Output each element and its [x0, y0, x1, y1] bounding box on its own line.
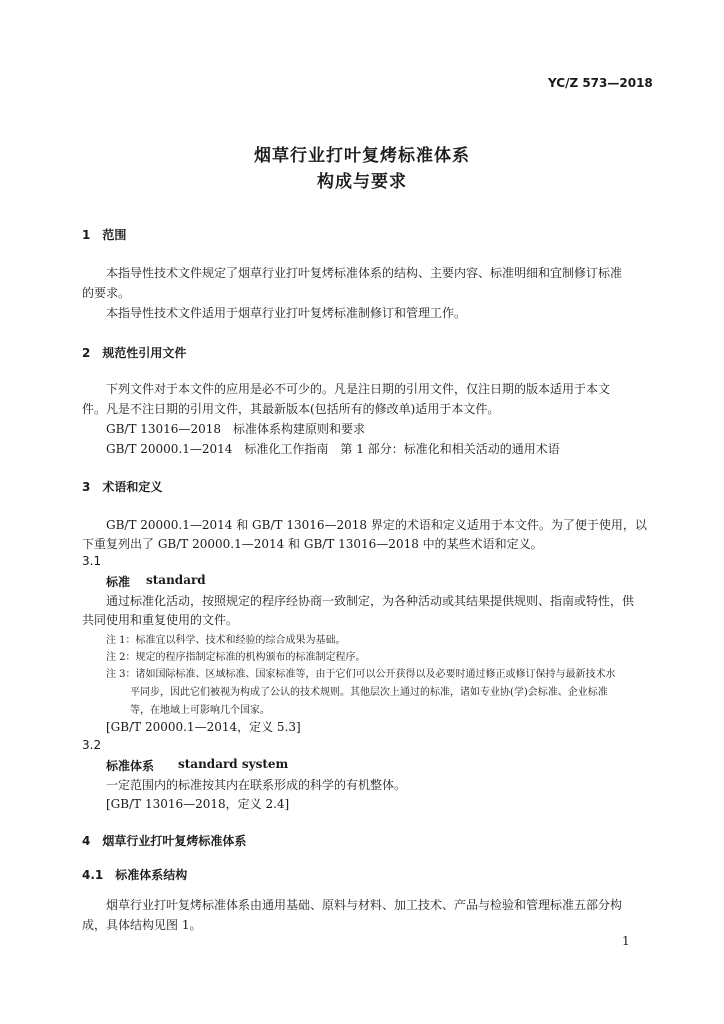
section-1-para-2: 本指导性技术文件适用于烟草行业打叶复烤标准制修订和管理工作。	[106, 306, 467, 320]
note-2: 注 2：规定的程序指制定标准的机构颁布的标准制定程序。	[106, 652, 366, 663]
section-2-heading: 2 规范性引用文件	[82, 346, 187, 360]
term-3-2-source: [GB/T 13016—2018，定义 2.4]	[106, 797, 290, 811]
term-3-2-number: 3.2	[82, 738, 102, 752]
term-3-2-chinese: 标准体系	[106, 759, 155, 773]
section-2-para-line-1: 下列文件对于本文件的应用是必不可少的。凡是注日期的引用文件，仅注日期的版本适用于本文	[106, 382, 611, 396]
term-3-1-source: [GB/T 20000.1—2014，定义 5.3]	[106, 720, 301, 734]
section-1-heading: 1 范围	[82, 228, 127, 242]
note-3-line-3: 等，在地域上可影响几个国家。	[130, 705, 270, 716]
section-3-para-line-1: GB/T 20000.1—2014 和 GB/T 13016—2018 界定的术语和定义适用于本文件。为了便于使用，以	[106, 518, 647, 532]
title-line-1: 烟草行业打叶复烤标准体系	[254, 146, 470, 166]
term-3-1-definition-line-2: 共同使用和重复使用的文件。	[82, 613, 239, 627]
section-1-para-1-line-1: 本指导性技术文件规定了烟草行业打叶复烤标准体系的结构、主要内容、标准明细和宜制修订标准	[106, 266, 623, 280]
title-line-2: 构成与要求	[317, 172, 407, 192]
term-3-1-definition-line-1: 通过标准化活动，按照规定的程序经协商一致制定，为各种活动或其结果提供规则、指南或特性，供	[106, 594, 635, 608]
reference-1: GB/T 13016—2018 标准体系构建原则和要求	[106, 422, 365, 436]
page-number: 1	[622, 934, 630, 948]
term-3-1-number: 3.1	[82, 554, 102, 568]
reference-2: GB/T 20000.1—2014 标准化工作指南 第 1 部分：标准化和相关活动的通用术语	[106, 442, 560, 456]
note-1: 注 1：标准宜以科学、技术和经验的综合成果为基础。	[106, 635, 346, 646]
section-3-para-line-2: 下重复列出了 GB/T 20000.1—2014 和 GB/T 13016—2018 中的某些术语和定义。	[82, 537, 543, 551]
section-4-1-heading: 4.1 标准体系结构	[82, 868, 188, 882]
section-4-1-para-line-1: 烟草行业打叶复烤标准体系由通用基础、原料与材料、加工技术、产品与检验和管理标准五部分构	[106, 898, 623, 912]
term-3-2-english: standard system	[178, 757, 289, 771]
term-3-1-english: standard	[146, 573, 206, 587]
doc-number: YC/Z 573—2018	[548, 76, 653, 90]
note-3-line-2: 平同步，因此它们被视为构成了公认的技术规则。其他层次上通过的标准，诸如专业协(学)会标准、企业标准	[130, 687, 608, 698]
section-1-para-1-line-2: 的要求。	[82, 286, 131, 300]
section-3-heading: 3 术语和定义	[82, 480, 163, 494]
term-3-1-chinese: 标准	[106, 575, 131, 589]
term-3-2-definition: 一定范围内的标准按其内在联系形成的科学的有机整体。	[106, 778, 407, 792]
note-3-line-1: 注 3：诸如国际标准、区域标准、国家标准等，由于它们可以公开获得以及必要时通过修正或修订保持与最新技术水	[106, 669, 616, 680]
section-2-para-line-2: 件。凡是不注日期的引用文件，其最新版本(包括所有的修改单)适用于本文件。	[82, 402, 500, 416]
section-4-heading: 4 烟草行业打叶复烤标准体系	[82, 834, 247, 848]
section-4-1-para-line-2: 成，具体结构见图 1。	[82, 918, 202, 932]
